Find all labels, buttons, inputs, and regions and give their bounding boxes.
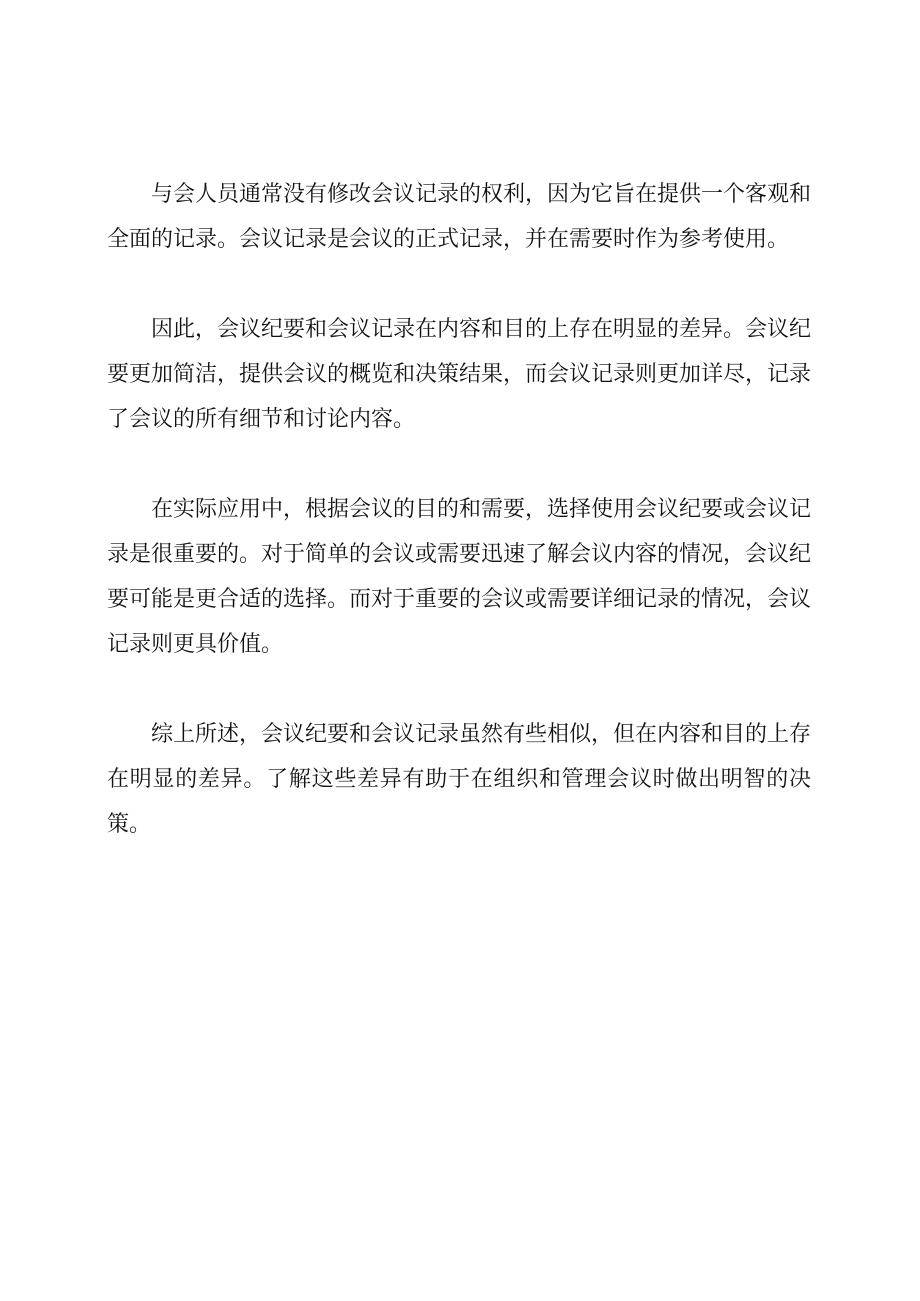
paragraph-3: 在实际应用中，根据会议的目的和需要，选择使用会议纪要或会议记录是很重要的。对于简单的会议或需要迅速了解会议内容的情况，会议纪要可能是更合适的选择。而对于重要的会议或需要详细记录的情况，会议记录则更具价值。 [107,497,812,657]
paragraph-4: 综上所述，会议纪要和会议记录虽然有些相似，但在内容和目的上存在明显的差异。了解这些差异有助于在组织和管理会议时做出明智的决策。 [107,722,812,837]
paragraph-1: 与会人员通常没有修改会议记录的权利，因为它旨在提供一个客观和全面的记录。会议记录是会议的正式记录，并在需要时作为参考使用。 [107,182,812,252]
paragraph-2: 因此，会议纪要和会议记录在内容和目的上存在明显的差异。会议纪要更加简洁，提供会议的概览和决策结果，而会议记录则更加详尽，记录了会议的所有细节和讨论内容。 [107,317,812,432]
document-body [107,172,811,847]
